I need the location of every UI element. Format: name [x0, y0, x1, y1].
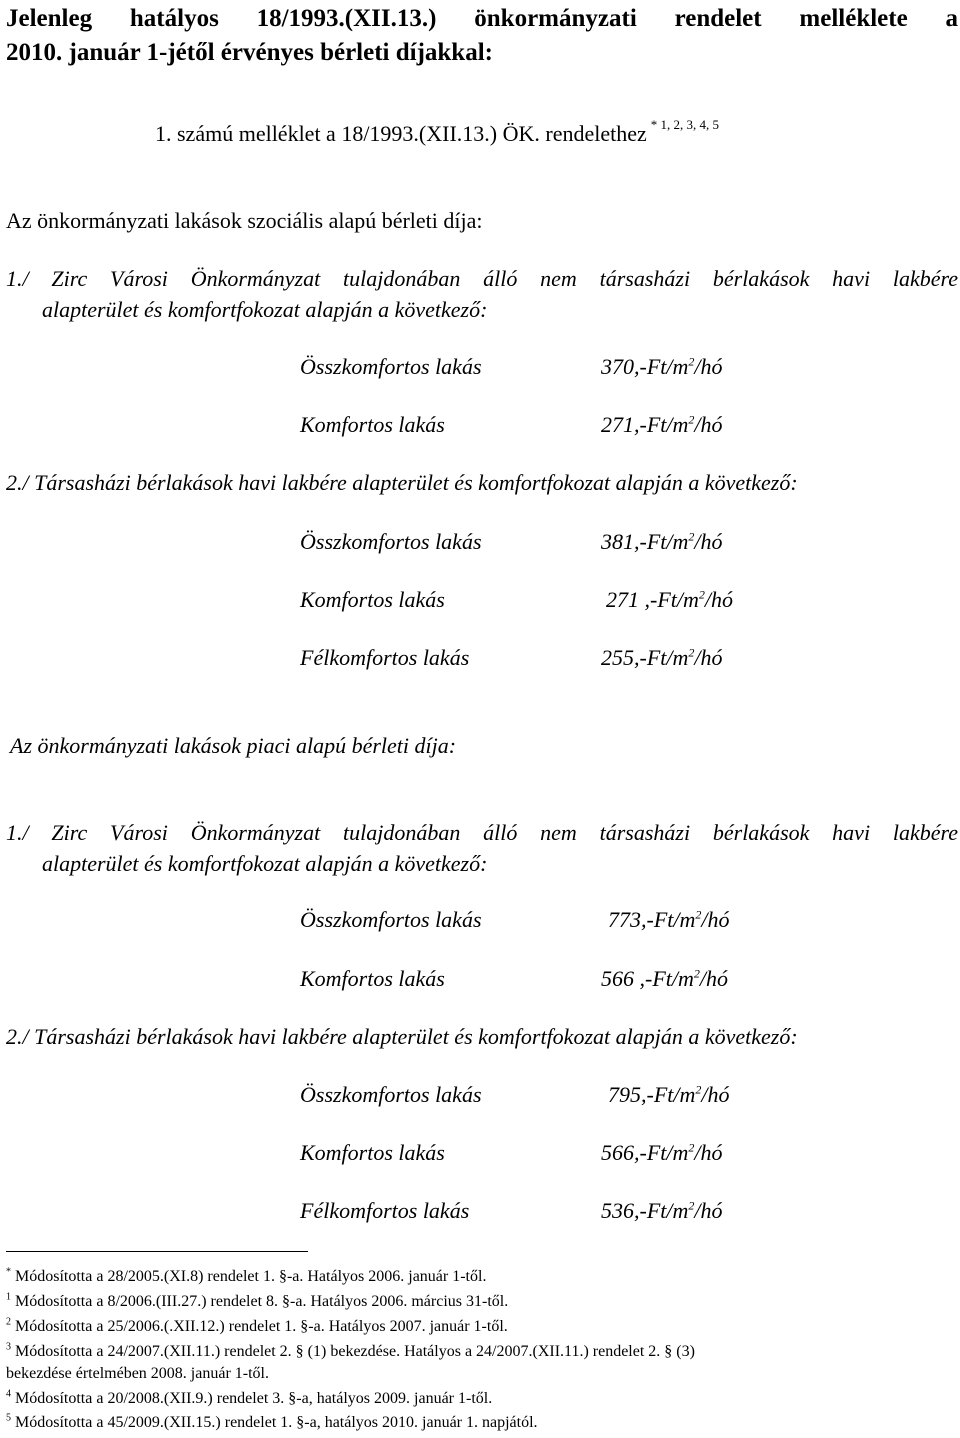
social-item2-line: 2./ Társasházi bérlakások havi lakbére alapterület és komfortfokozat alapján a következő: [6, 470, 798, 495]
social-item1-row-label: Összkomfortos lakás [300, 354, 482, 379]
social-item2-row-label: Félkomfortos lakás [300, 645, 470, 670]
footnote: $^2$ Módosította a 25/2006.(.XII.12.) rendelet 1. §-a. Hatályos 2007. január 1-től. [6, 1316, 508, 1335]
market-item1-row-value: 566 $,-Ft/m^2/hó$ [601, 966, 729, 991]
market-item1-row-label: Komfortos lakás [300, 966, 445, 991]
footnote: $^5$ Módosította a 45/2009.(XII.15.) rendelet 1. §-a, hatályos 2010. január 1. napjától. [6, 1412, 538, 1431]
document-title-line2: 2010. január 1-jétől érvényes bérleti díjakkal: [6, 39, 493, 66]
footnote: $^3$ Módosította a 24/2007.(XII.11.) rendelet 2. § (1) bekezdése. Hatályos a 24/2007.(XII.11.) rendelet 2. § (3) [6, 1341, 695, 1360]
footnote-divider [6, 1251, 308, 1252]
annex-line [155, 116, 720, 147]
social-item1-line1: 1./ Zirc Városi Önkormányzat tulajdonában álló nem társasházi bérlakások havi lakbére [6, 266, 958, 291]
footnote: * Módosította a 28/2005.(XI.8) rendelet 1. §-a. Hatályos 2006. január 1-től. [6, 1266, 487, 1285]
market-item2-row-label: Félkomfortos lakás [300, 1198, 470, 1223]
market-item2-row-label: Komfortos lakás [300, 1140, 445, 1165]
annex-footnote-marks: * 1, 2, 3, 4, 5 [650, 116, 720, 132]
annex-text: 1. számú melléklet a 18/1993.(XII.13.) ÖK. rendelethez [155, 121, 647, 146]
market-item2-row-label: Összkomfortos lakás [300, 1082, 482, 1107]
footnote: $^1$ Módosította a 8/2006.(III.27.) rendelet 8. §-a. Hatályos 2006. március 31-től. [6, 1291, 509, 1310]
market-item1-line1: 1./ Zirc Városi Önkormányzat tulajdonában álló nem társasházi bérlakások havi lakbére [6, 820, 958, 845]
social-item2-row-label: Összkomfortos lakás [300, 529, 482, 554]
social-item1-row-value: $370,-Ft/m^2/hó$ [601, 354, 723, 379]
market-item2-row-value: $536,-Ft/m^2/hó$ [601, 1198, 723, 1223]
social-item2-row-value: $381,-Ft/m^2/hó$ [601, 529, 723, 554]
social-item2-row-value: 271 $,-Ft/m^2/hó$ [606, 587, 734, 612]
social-item1-row-label: Komfortos lakás [300, 412, 445, 437]
market-item1-row-label: Összkomfortos lakás [300, 907, 482, 932]
social-heading: Az önkormányzati lakások szociális alapú bérleti díja: [6, 208, 483, 233]
market-item1-line2: alapterület és komfortfokozat alapján a következő: [42, 851, 488, 876]
document-title-line1: Jelenleg hatályos 18/1993.(XII.13.) önkormányzati rendelet melléklete a [6, 5, 958, 32]
social-item2-row-value: $255,-Ft/m^2/hó$ [601, 645, 723, 670]
market-item2-row-value: $795,-Ft/m^2/hó$ [608, 1082, 730, 1107]
market-heading: Az önkormányzati lakások piaci alapú bérleti díja: [10, 733, 457, 758]
market-item2-line: 2./ Társasházi bérlakások havi lakbére alapterület és komfortfokozat alapján a következő: [6, 1024, 798, 1049]
market-item2-row-value: $566,-Ft/m^2/hó$ [601, 1140, 723, 1165]
social-item2-row-label: Komfortos lakás [300, 587, 445, 612]
social-item1-line2: alapterület és komfortfokozat alapján a következő: [42, 297, 488, 322]
footnote-continuation: bekezdése értelmében 2008. január 1-től. [6, 1365, 269, 1382]
market-item1-row-value: $773,-Ft/m^2/hó$ [608, 907, 730, 932]
social-item1-row-value: $271,-Ft/m^2/hó$ [601, 412, 723, 437]
footnote: $^4$ Módosította a 20/2008.(XII.9.) rendelet 3. §-a, hatályos 2009. január 1-től. [6, 1388, 493, 1407]
